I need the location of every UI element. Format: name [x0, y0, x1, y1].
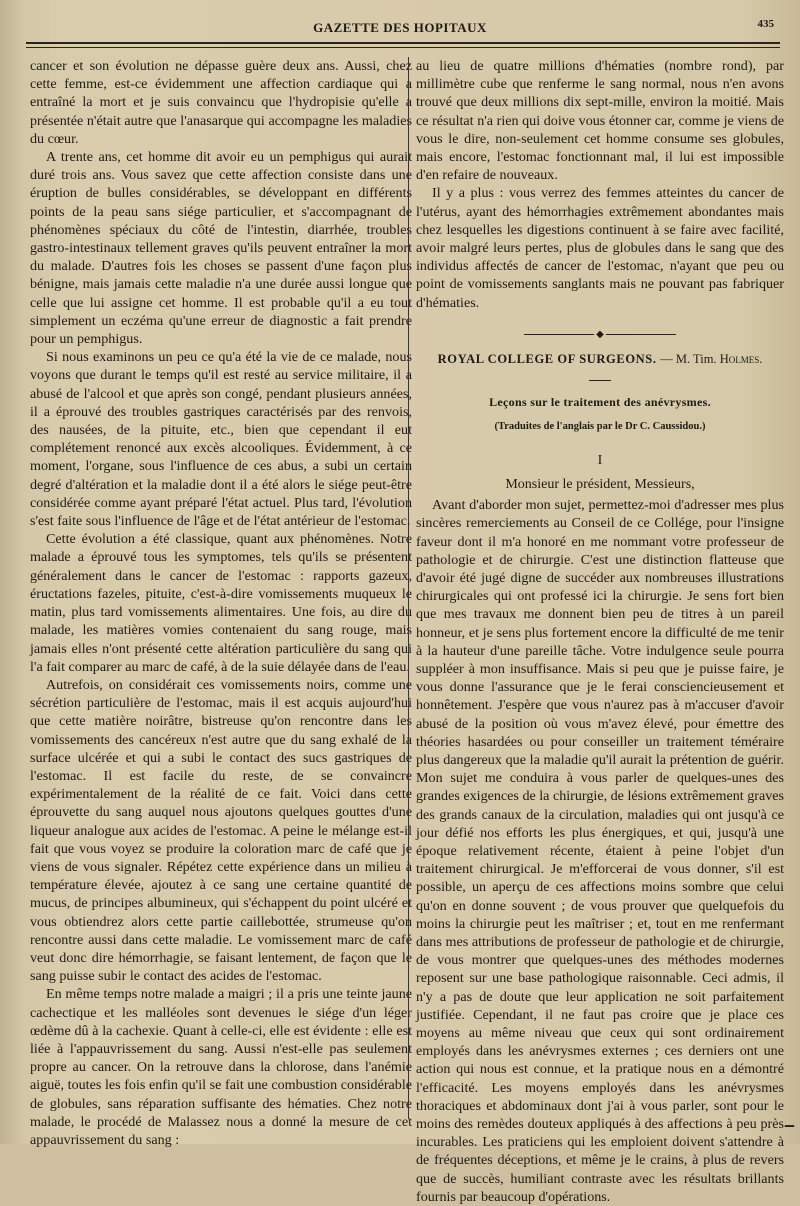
salutation: Monsieur le président, Messieurs,	[505, 476, 695, 492]
right-column	[416, 57, 784, 1205]
paragraph: Cette évolution a été classique, quant aux phénomènes. Notre malade a éprouvé tous les symptomes, tels qu'ils se présentent généralement dans le cancer de l'estomac : rapports gazeux, éructations fazeles, pituite, c'est-à-dire vomissements muqueux le matin, plus tard vomissements alimentaires. Une fois, au dire du malade, les matières vomies contenaient du sang rouge, mais jamais elles n'ont présenté cette altération particulière du sang qui l'a fait comparer au marc de café, à de la suie délayée dans de l'eau.	[30, 531, 412, 675]
paragraph: Il y a plus : vous verrez des femmes atteintes du cancer de l'utérus, ayant des hémorrhagies extrêmement abondantes mais chez lesquelles les digestions continuent à se faire avec facilité, avoir malgré leurs pertes, plus de globules dans le sang que des individus affectés de cancer de l'estomac, n'ayant que peu ou point de vomissements sanglants mais ne pouvant pas fabriquer d'hématies.	[416, 185, 784, 311]
paragraph: cancer et son évolution ne dépasse guère deux ans. Aussi, chez cette femme, est-ce évidemment une affection cardiaque qui a entraîné la mort et je suis convaincu que l'hydropisie qu'elle a présentée n'était autre que l'anasarque qui accompagne les maladies du cœur.	[30, 58, 412, 147]
paragraph: A trente ans, cet homme dit avoir eu un pemphigus qui aurait duré trois ans. Vous savez que cette affection consiste dans une éruption de bulles considérables, se développant en différents points de la peau sans siége particulier, et s'accompagnant de phénomènes spéciaux du côté de l'intestin, diarrhée, troubles gastro-intestinaux tellement graves qu'ils peuvent entraîner la mort du malade. D'autres fois les choses se passent d'une façon plus bénigne, mais jamais cette maladie n'a une durée aussi longue que celle que lui assigne cet homme. Il est probable qu'il a eu tout simplement un eczéma qu'une erreur de diagnostic a fait prendre pour un pemphigus.	[30, 149, 412, 348]
margin-mark: ▁	[784, 1113, 794, 1127]
page-header	[20, 14, 780, 42]
paragraph: Si nous examinons un peu ce qu'a été la vie de ce malade, nous voyons que durant le temps qu'il est resté au service militaire, il a abusé de l'alcool et que après son congé, pendant plusieurs années, il a éprouvé des troubles gastriques caractérisés par des renvois, des nausées, de la pituite, etc., bien que cependant il eut complétement renoncé aux excès alcooliques. Évidemment, à ce moment, l'organe, sous l'influence de ces abus, a subi un certain degré d'altération et la maladie dont il a été alors le siége peut-être considérée comme ayant préparé l'état actuel. Plus tard, l'évolution s'est faite sous l'influence de l'âge et de l'état antérieur de l'estomac.	[30, 349, 412, 530]
left-column	[30, 57, 412, 1148]
column-divider	[408, 57, 409, 1119]
paragraph: Avant d'aborder mon sujet, permettez-moi d'adresser mes plus sincères remerciements au Conseil de ce Collége, pour l'insigne faveur dont il m'a honoré en me nommant votre professeur de pathologie et de chirurgie. C'est une distinction flatteuse que d'avoir été jugé digne de succéder aux nombreuses illustrations chirurgicales qui ont professé ici la chirurgie. Je sens fort bien que mes travaux me donnent bien peu de titres à un pareil honneur, et je sens plus fortement encore la difficulté de me tenir à la hauteur d'une pareille tâche. Votre indulgence seule pourra suppléer à mon insuffisance. Mais si peu que je puisse faire, je vous donne l'assurance que je le ferai consciencieusement et honnêtement. J'espère que vous n'aurez pas à m'accuser d'avoir abusé de la position où vous m'avez élevé, pour émettre des théories hasardées ou pour conseiller un traitement téméraire plus dangereux que la maladie qu'il aurait la prétention de guérir. Mon sujet me conduira à vous parler de quelques-unes des grandes exigences de la chirurgie, de lésions extrêmement graves des grands canaux de la circulation, maladies qui ont jusqu'à ce jour défié nos efforts les plus énergiques, et qui, jusqu'à une époque relativement récente, étaient à peine l'objet d'un traitement chirurgical. Je m'efforcerai de vous donner, s'il est possible, un aperçu de ces affections moins sombre que celui qu'on en donne souvent ; de vous prouver que quelquefois du moins la chirurgie peut les maîtriser ; et, tout en me renfermant dans mes attributions de professeur de pathologie et de chirurgie, de vous montrer que quelques-unes des méthodes modernes reposent sur une base pathologique raisonnable. Ceci admis, il n'y a pas de doute que leur application ne soit parfaitement justifiée. Cependant, il ne faut pas croire que je place ces moyens au même niveau que ceux qui sont ordinairement employés dans les anévrysmes externes ; ces derniers ont une action qui nous est connue, et la pratique nous en a démontré l'efficacité. Les moyens employés dans les anévrysmes thoraciques et abdominaux dont j'ai à vous parler, sont pour le moins des remèdes douteux appliqués à des affections à peu près incurables. Les praticiens qui les emploient doivent s'attendre à de fréquentes déceptions, et même je le crains, à plus de revers que de succès, humiliant contraste avec les résultats brillants fournis par beaucoup d'opérations.	[416, 497, 784, 1205]
section-author: — M. Tim. Holmes.	[660, 352, 763, 367]
header-rule-thick	[26, 42, 780, 44]
lecture-title: Leçons sur le traitement des anévrysmes.	[489, 395, 711, 410]
paragraph: En même temps notre malade a maigri ; il a pris une teinte jaune cachectique et les malléoles sont devenues le siége d'un léger œdème dû à la cachexie. Quant à celle-ci, elle est évidente : elle est liée à l'appauvrissement du sang. Aussi n'est-elle pas seulement propre au cancer. On la retrouve dans la chlorose, dans l'anémie aiguë, toutes les fois enfin qu'il se fait une combustion considérable de globules, sans réparation suffisante des hématies. Chez notre malade, le procédé de Malassez nous a donné la mesure de cet appauvrissement du sang :	[30, 986, 412, 1148]
page-number: 435	[757, 18, 774, 30]
section-heading	[416, 350, 784, 368]
paragraph: Autrefois, on considérait ces vomissements noirs, comme une sécrétion particulière de l'estomac, mais il est acquis aujourd'hui que cette matière noirâtre, bistreuse qu'on rencontre dans les vomissements des cancéreux n'est autre que du sang exhalé de la surface ulcérée et qui a subi le contact des sucs gastriques de l'estomac. Il est facile du reste, de se convaincre expérimentalement de la réalité de ce fait. Voici dans cette éprouvette du sang auquel nous ajoutons quelques gouttes d'une liqueur analogue aux acides de l'estomac. A peine le mélange est-il fait que vous voyez se produire la coloration marc de café que je viens de vous signaler. Répétez cette expérience dans un milieu à température élevée, ajoutez à ce sang une certaine quantité de mucus, de principes albumineux, qui s'échappent du point ulcéré et vous obtiendrez alors cette partie caillebottée, strumeuse qu'on rencontre aussi dans cette maladie. Le vomissement marc de café veut donc dire hémorrhagie, se faisant lentement, de façon que le sang puisse subir le contact des acides de l'estomac.	[30, 676, 412, 985]
short-rule	[589, 380, 611, 381]
header-rule-thin	[26, 47, 780, 48]
translation-note: (Traduites de l'anglais par le Dr C. Caussidou.)	[494, 420, 706, 432]
section-ornament: ◆	[416, 330, 784, 340]
paragraph: au lieu de quatre millions d'hématies (nombre rond), par millimètre cube que renferme le sang normal, nous n'en avons trouvé que deux millions dix sept-mille, environ la moitié. Mais ce résultat n'a rien qui doive vous étonner car, comme je viens de vous le dire, non-seulement cet homme consume ses globules, mais encore, l'estomac fonctionnant mal, il lui est impossible d'en refaire de nouveaux.	[416, 58, 784, 184]
section-title: ROYAL COLLEGE OF SURGEONS.	[437, 352, 657, 367]
lecture-number: I	[597, 452, 603, 468]
journal-title: GAZETTE DES HOPITAUX	[313, 20, 487, 35]
